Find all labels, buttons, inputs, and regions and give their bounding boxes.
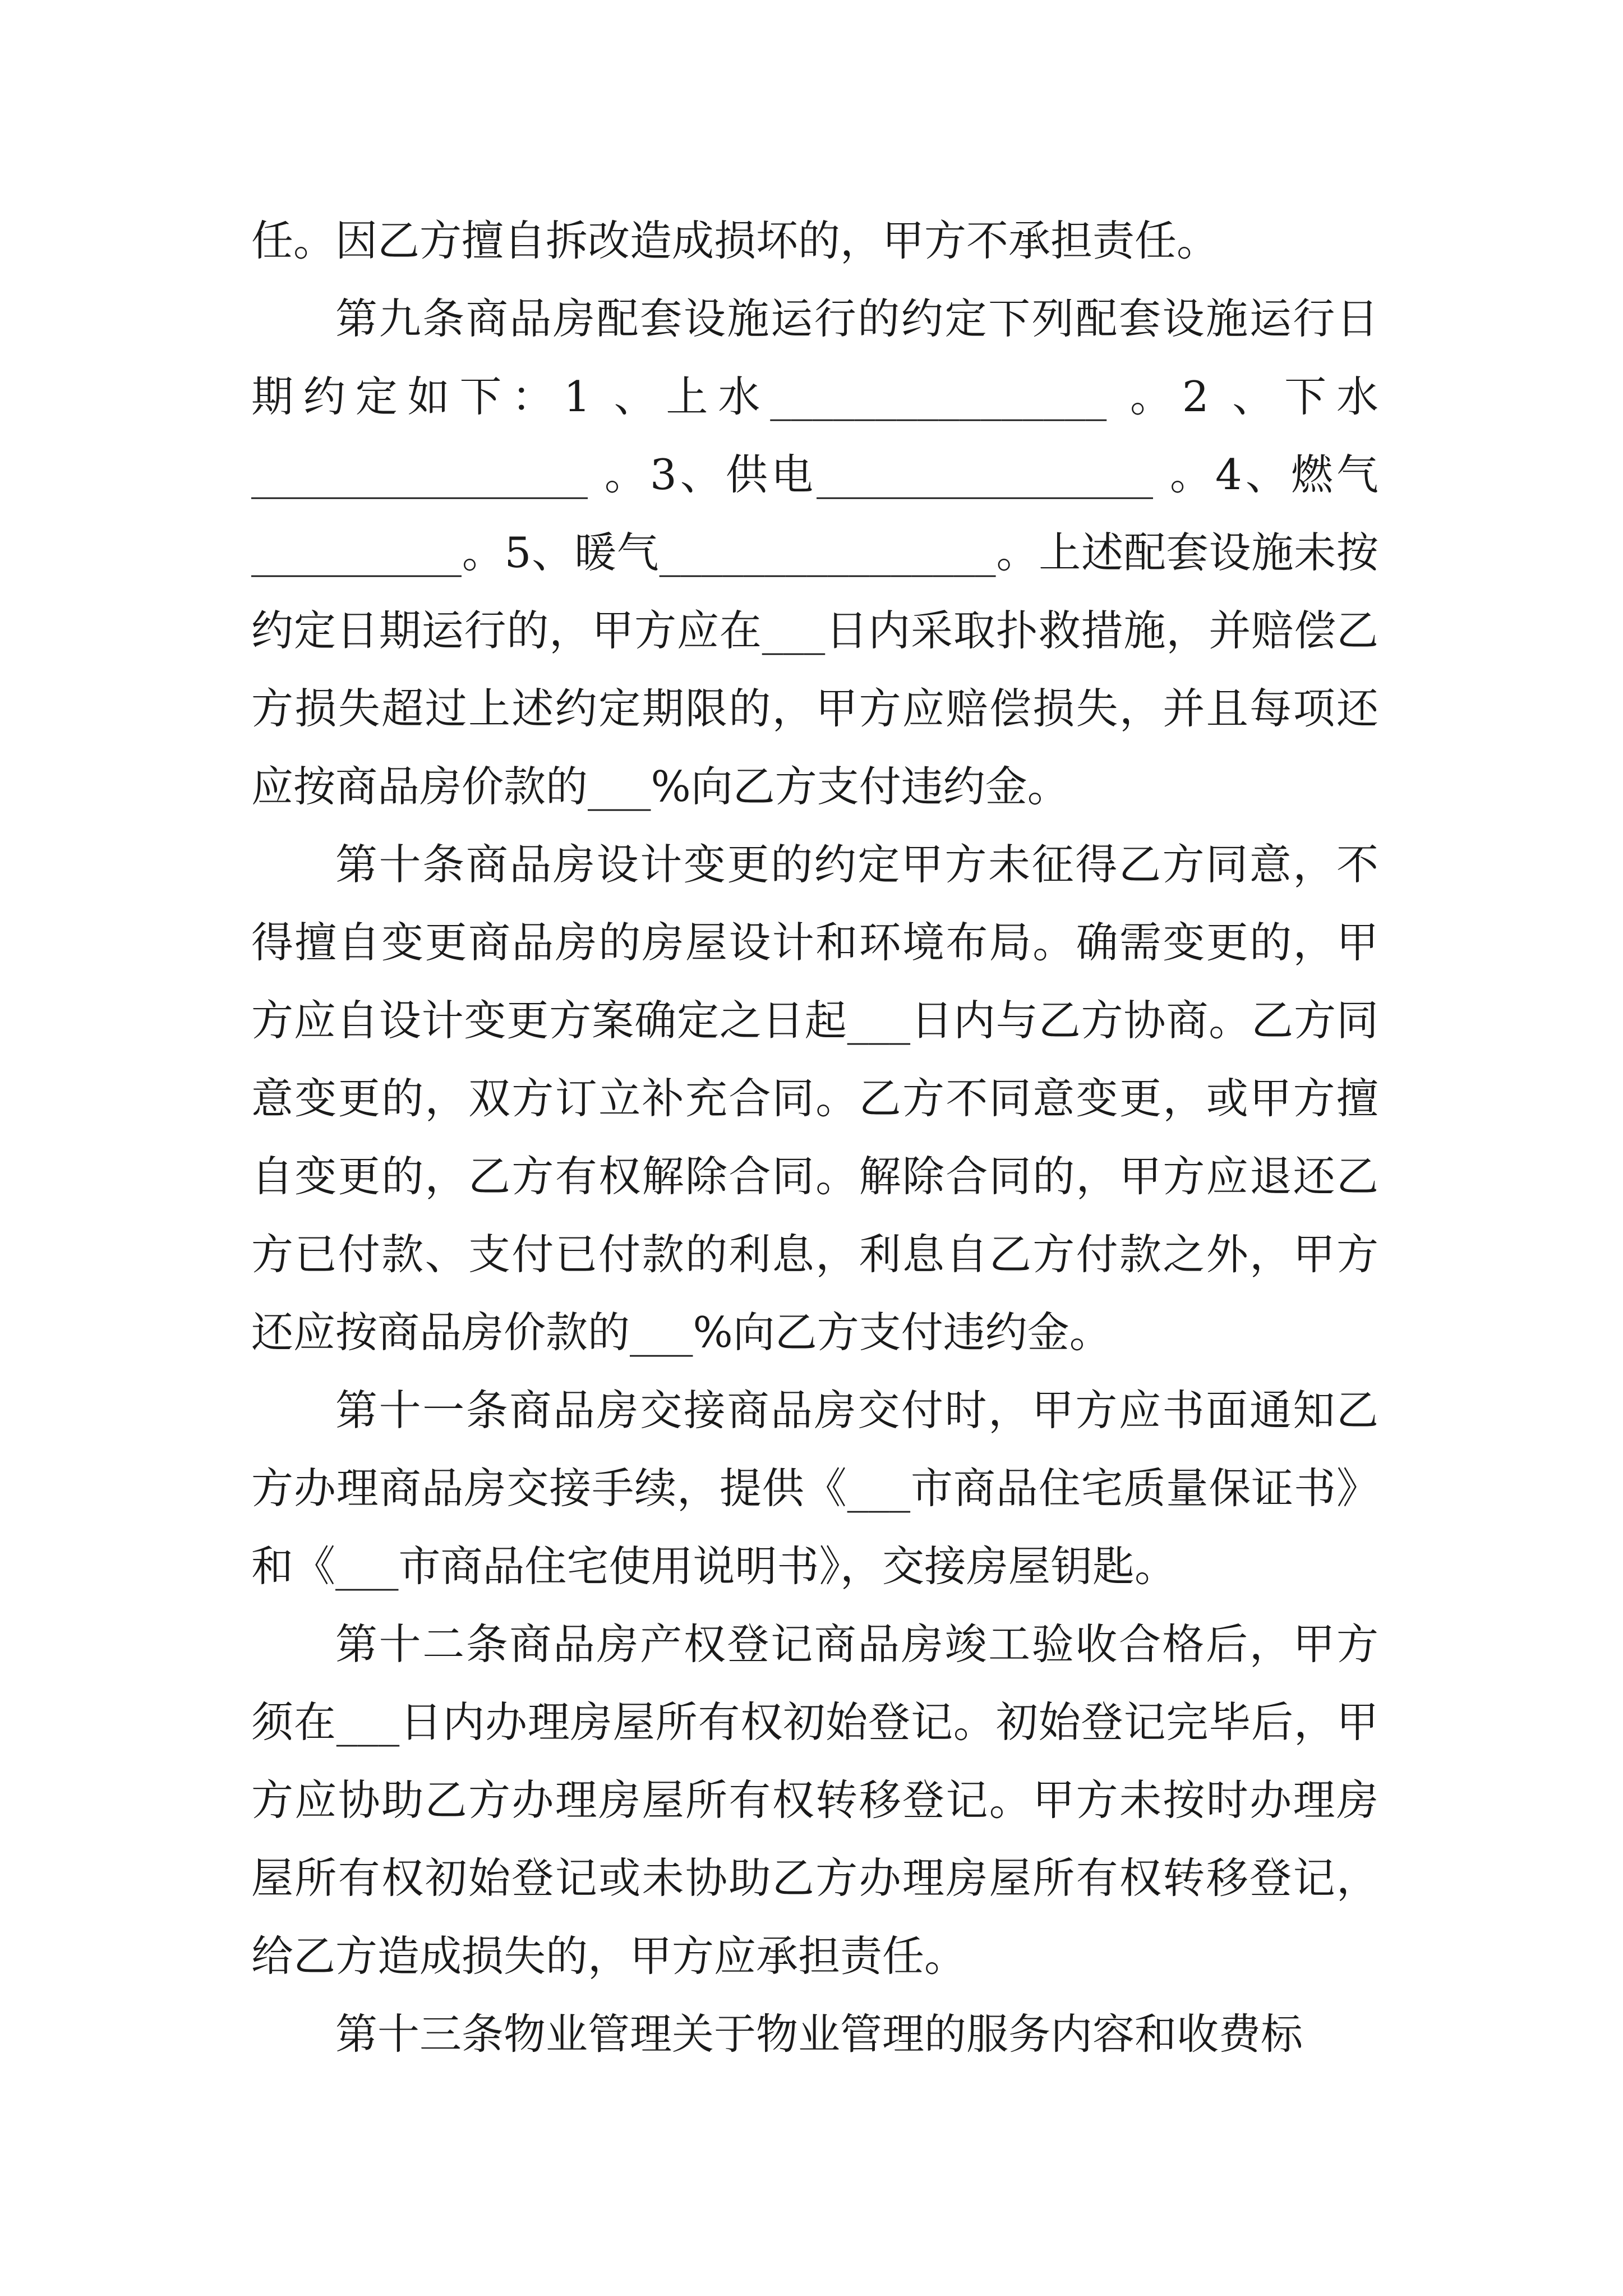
paragraph-article-11: 第十一条商品房交接商品房交付时，甲方应书面通知乙方办理商品房交接手续，提供《___市商品住宅质量保证书》和《___市商品住宅使用说明书》，交接房屋钥匙。 (251, 1386, 1378, 1591)
paragraph-continuation: 任。因乙方擅自拆改造成损坏的，甲方不承担责任。 (251, 216, 1219, 265)
document-body (251, 202, 1378, 2073)
paragraph-article-10: 第十条商品房设计变更的约定甲方未征得乙方同意，不得擅自变更商品房的房屋设计和环境布局。确需变更的，甲方应自设计变更方案确定之日起___日内与乙方协商。乙方同意变更的，双方订立补充合同。乙方不同意变更，或甲方擅自变更的，乙方有权解除合同。解除合同的，甲方应退还乙方已付款、支付已付款的利息，利息自乙方付款之外，甲方还应按商品房价款的___%向乙方支付违约金。 (251, 840, 1378, 1357)
paragraph-article-9: 第九条商品房配套设施运行的约定下列配套设施运行日期约定如下：1 、上水________________ 。2 、下水________________ 。3、供电________________ 。4、燃气__________。5、暖气________________。上述配套设施未按约定日期运行的，甲方应在___日内采取扑救措施，并赔偿乙方损失超过上述约定期限的，甲方应赔偿损失，并且每项还应按商品房价款的___%向乙方支付违约金。 (251, 294, 1378, 811)
paragraph-article-13: 第十三条物业管理关于物业管理的服务内容和收费标 (335, 2009, 1303, 2059)
paragraph-article-12: 第十二条商品房产权登记商品房竣工验收合格后，甲方须在___日内办理房屋所有权初始登记。初始登记完毕后，甲方应协助乙方办理房屋所有权转移登记。甲方未按时办理房屋所有权初始登记或未协助乙方办理房屋所有权转移登记，给乙方造成损失的，甲方应承担责任。 (251, 1619, 1378, 1981)
